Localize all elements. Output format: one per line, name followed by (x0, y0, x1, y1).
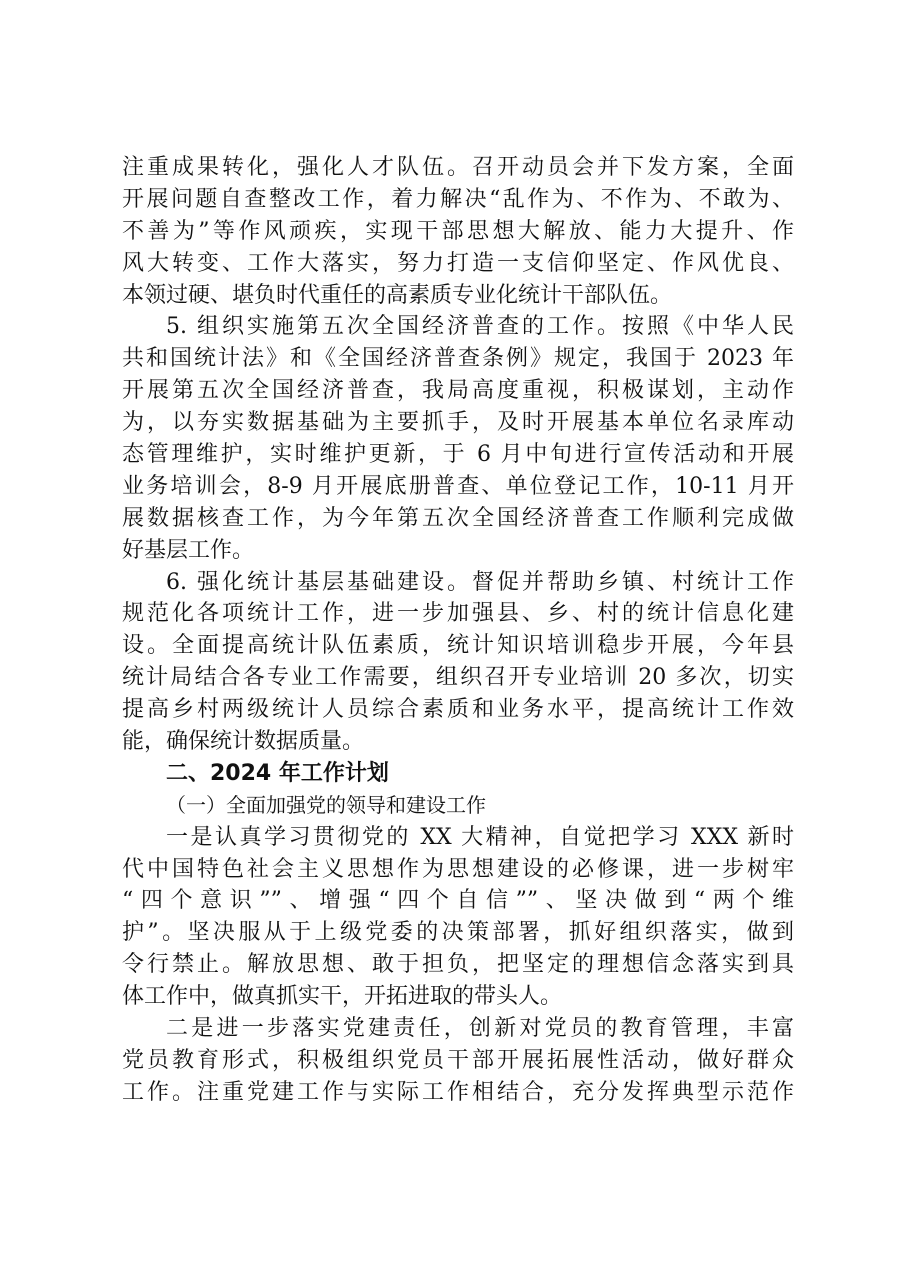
paragraph (122, 311, 794, 566)
paragraph (122, 822, 794, 1013)
text-line: 工作。注重党建工作与实际工作相结合，充分发挥典型示范作 (122, 1079, 794, 1105)
text-line: 展数据核查工作，为今年第五次全国经济普查工作顺利完成做 (122, 505, 794, 531)
text-line: 一是认真学习贯彻党的 XX 大精神，自觉把学习 XXX 新时 (166, 824, 794, 850)
text-line: 二是进一步落实党建责任，创新对党员的教育管理，丰富 (166, 1016, 794, 1042)
text-line: 为，以夯实数据基础为主要抓手，及时开展基本单位名录库动 (122, 410, 794, 436)
heading-text: 二、2024 年工作计划 (166, 760, 389, 786)
subheading-text: （一）全面加强党的领导和建设工作 (166, 792, 486, 817)
text-line: 注重成果转化，强化人才队伍。召开动员会并下发方案，全面 (122, 155, 794, 180)
document-body (122, 152, 794, 1109)
text-line: 能，确保统计数据质量。 (122, 729, 365, 755)
text-line: 风大转变、工作大落实，努力打造一支信仰坚定、作风优良、 (122, 250, 794, 276)
text-line: 本领过硬、堪负时代重任的高素质专业化统计干部队伍。 (122, 282, 673, 308)
text-line: 不善为”等作风顽疾，实现干部思想大解放、能力大提升、作 (122, 218, 794, 244)
text-line: 提高乡村两级统计人员综合素质和业务水平，提高统计工作效 (122, 697, 794, 723)
section-heading (122, 758, 794, 790)
text-line: 好基层工作。 (122, 537, 255, 563)
text-line: 党员教育形式，积极组织党员干部开展拓展性活动，做好群众 (122, 1047, 794, 1073)
text-line: 设。全面提高统计队伍素质，统计知识培训稳步开展，今年县 (122, 633, 794, 659)
paragraph (122, 1013, 794, 1109)
text-line: 护”。坚决服从于上级党委的决策部署，抓好组织落实，做到 (122, 920, 794, 946)
paragraph (122, 567, 794, 758)
text-line: 规范化各项统计工作，进一步加强县、乡、村的统计信息化建 (122, 601, 794, 627)
text-line: 共和国统计法》和《全国经济普查条例》规定，我国于 2023 年 (122, 346, 794, 372)
text-line: “四个意识””、增强“四个自信””、坚决做到“两个维 (122, 888, 794, 914)
text-line: 业务培训会，8-9 月开展底册普查、单位登记工作，10-11 月开 (122, 473, 794, 499)
text-line: 统计局结合各专业工作需要，组织召开专业培训 20 多次，切实 (122, 665, 794, 691)
paragraph (122, 152, 794, 311)
text-line: 态管理维护，实时维护更新，于 6 月中旬进行宣传活动和开展 (122, 442, 794, 468)
text-line: 代中国特色社会主义思想作为思想建设的必修课，进一步树牢 (122, 856, 794, 882)
text-line: 开展问题自查整改工作，着力解决“乱作为、不作为、不敢为、 (122, 186, 794, 212)
text-line: 令行禁止。解放思想、敢于担负，把坚定的理想信念落实到具 (122, 952, 794, 978)
text-line: 体工作中，做真抓实干，开拓进取的带头人。 (122, 984, 563, 1010)
text-line: 6. 强化统计基层基础建设。督促并帮助乡镇、村统计工作 (166, 569, 794, 595)
text-line: 开展第五次全国经济普查，我局高度重视，积极谋划，主动作 (122, 378, 794, 404)
text-line: 5. 组织实施第五次全国经济普查的工作。按照《中华人民 (166, 314, 794, 340)
subsection-heading (122, 790, 794, 822)
